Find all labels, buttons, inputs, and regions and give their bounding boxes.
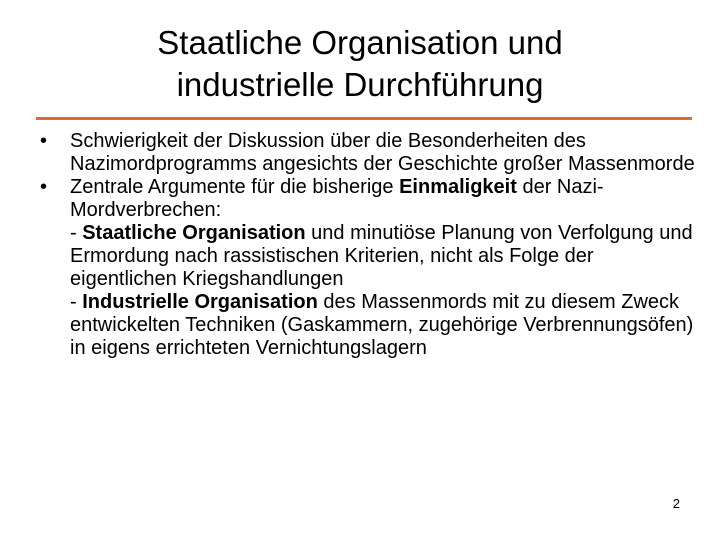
bullet-list (36, 130, 696, 360)
sub-point-text: des Massenmords mit zu diesem Zweck entwickelten Techniken (Gaskammern, zugehörige Verbrennungsöfen) in eigens errichteten Vernichtungslagern (70, 291, 694, 359)
bullet-text: Schwierigkeit der Diskussion über die Besonderheiten des Nazimordprogramms angesichts der Geschichte großer Massenmorde (70, 130, 695, 175)
sub-point-1 (70, 222, 696, 291)
bullet-icon: • (40, 176, 48, 198)
sub-point-2 (70, 291, 696, 360)
title-divider (36, 117, 692, 120)
sub-point-bold: Industrielle Organisation (82, 291, 318, 313)
bullet-text-bold: Einmaligkeit (399, 176, 517, 198)
sub-point-text: und minutiöse Planung von Verfolgung und Ermordung nach rassistischen Kriterien, nicht als Folge der eigentlichen Kriegshandlungen (70, 222, 693, 290)
sub-point-dash: - (70, 222, 83, 244)
bullet-text-pre: Zentrale Argumente für die bisherige (70, 176, 400, 198)
sub-point-dash: - (70, 291, 83, 313)
slide-title (40, 22, 680, 106)
bullet-item-1 (36, 130, 696, 176)
title-line-1: Staatliche Organisation und (157, 24, 563, 61)
title-line-2: industrielle Durchführung (176, 66, 544, 103)
bullet-item-2 (36, 176, 696, 360)
sub-point-bold: Staatliche Organisation (82, 222, 306, 244)
bullet-icon: • (40, 130, 48, 152)
bullet-text-post: der Nazi-Mordverbrechen: (70, 176, 604, 221)
page-number: 2 (672, 496, 680, 511)
